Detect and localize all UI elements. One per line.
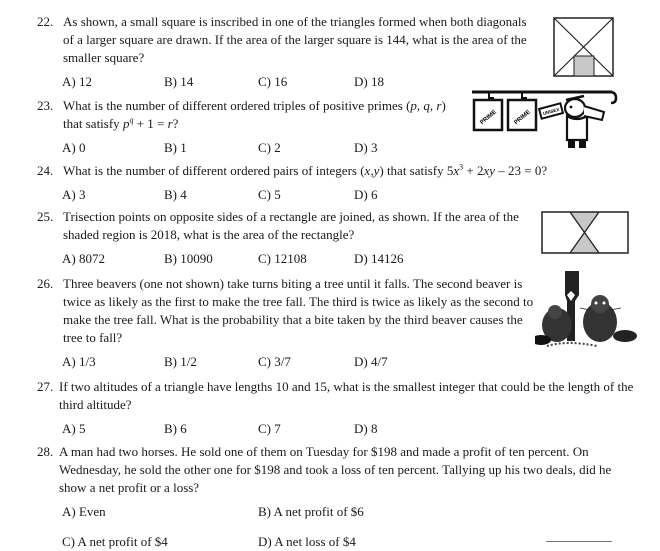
option-a[interactable]: A) 1/3 xyxy=(62,354,96,369)
question-23 xyxy=(37,97,457,157)
option-c[interactable]: C) 16 xyxy=(258,74,288,89)
prime-label-1: PRIME xyxy=(479,109,498,127)
question-text: A man had two horses. He sold one of them on Tuesday for $198 and made a profit of ten percent. On Wednesday, he sold the other one for $198 and took a loss of ten percent. Tallying up his two deals, did he show a net profit or a loss? xyxy=(59,444,612,495)
beaver-tail-right xyxy=(613,330,637,342)
option-d[interactable]: D) 8 xyxy=(354,421,378,436)
question-text: As shown, a small square is inscribed in one of the triangles formed when both diagonals of a larger square are drawn. If the area of the larger square is 144, what is the area of the smaller square? xyxy=(63,14,527,65)
rectangle-trisection-figure xyxy=(541,211,631,255)
wood-chips xyxy=(547,343,597,346)
answer-blank-line xyxy=(546,541,612,542)
question-number: 28. xyxy=(37,444,54,459)
question-24 xyxy=(37,162,637,204)
answer-options-row-1 xyxy=(37,503,637,521)
option-b[interactable]: B) 6 xyxy=(164,421,187,436)
question-text: Trisection points on opposite sides of a rectangle are joined, as shown. If the area of the shaded region is 2018, what is the area of the rectangle? xyxy=(63,209,519,242)
question-number: 24. xyxy=(37,163,54,178)
question-number: 26. xyxy=(37,276,54,291)
question-28 xyxy=(37,443,637,551)
option-d[interactable]: D) A net loss of $4 xyxy=(258,534,356,549)
option-c[interactable]: C) 5 xyxy=(258,187,281,202)
shaded-triangle-top xyxy=(570,212,599,233)
option-a[interactable]: A) 12 xyxy=(62,74,92,89)
question-number: 25. xyxy=(37,209,54,224)
question-text: What is the number of different ordered pairs of integers (x,y) that satisfy $5x^3 + 2xy - 23 = 0$? xyxy=(63,162,548,178)
option-a[interactable]: A) 8072 xyxy=(62,251,105,266)
option-b[interactable]: B) 1 xyxy=(164,140,187,155)
question-26 xyxy=(37,275,543,371)
unisex-label: UNISEX xyxy=(542,106,560,117)
question-number: 22. xyxy=(37,14,54,29)
question-22 xyxy=(37,13,527,91)
answer-options xyxy=(37,73,527,91)
option-a[interactable]: A) Even xyxy=(62,504,106,519)
person-head xyxy=(565,99,585,117)
question-text: Three beavers (one not shown) take turns biting a tree until it falls. The second beaver is twice as likely as the first to make the tree fall. The third is twice as likely as the second to make the tree fall. What is the probability that a bite taken by the third beaver causes the tree to fall? xyxy=(63,276,534,345)
answer-options xyxy=(37,250,537,268)
option-b[interactable]: B) 4 xyxy=(164,187,187,202)
question-27 xyxy=(37,378,637,438)
option-c[interactable]: C) 2 xyxy=(258,140,281,155)
prime-label-2: PRIME xyxy=(513,109,532,127)
question-number: 27. xyxy=(37,379,54,394)
square-diagonals-figure xyxy=(553,17,615,79)
answer-options xyxy=(37,186,637,204)
answer-options xyxy=(37,353,543,371)
answer-options-row-2 xyxy=(37,533,637,551)
option-b[interactable]: B) 10090 xyxy=(164,251,213,266)
option-d[interactable]: D) 3 xyxy=(354,140,378,155)
option-c[interactable]: C) 12108 xyxy=(258,251,307,266)
option-c[interactable]: C) 3/7 xyxy=(258,354,291,369)
answer-options xyxy=(37,139,457,157)
primes-hanger-cartoon xyxy=(472,88,632,148)
question-text: What is the number of different ordered triples of positive primes (p, q, r) that satisfy $p^q + 1 = r$? xyxy=(63,98,446,131)
question-text: If two altitudes of a triangle have lengths 10 and 15, what is the smallest integer that could be the length of the third altitude? xyxy=(59,379,634,412)
beavers-tree-illustration xyxy=(535,270,645,352)
option-d[interactable]: D) 14126 xyxy=(354,251,404,266)
option-a[interactable]: A) 5 xyxy=(62,421,86,436)
option-d[interactable]: D) 4/7 xyxy=(354,354,388,369)
option-c[interactable]: C) 7 xyxy=(258,421,281,436)
question-25 xyxy=(37,208,537,268)
option-b[interactable]: B) 1/2 xyxy=(164,354,197,369)
question-number: 23. xyxy=(37,98,54,113)
shaded-triangle-bottom xyxy=(570,233,599,254)
option-a[interactable]: A) 0 xyxy=(62,140,86,155)
option-d[interactable]: D) 6 xyxy=(354,187,378,202)
option-b[interactable]: B) A net profit of $6 xyxy=(258,504,364,519)
answer-options xyxy=(37,420,637,438)
small-square-shaded xyxy=(574,56,594,76)
option-a[interactable]: A) 3 xyxy=(62,187,86,202)
option-c[interactable]: C) A net profit of $4 xyxy=(62,534,168,549)
option-d[interactable]: D) 18 xyxy=(354,74,384,89)
option-b[interactable]: B) 14 xyxy=(164,74,194,89)
